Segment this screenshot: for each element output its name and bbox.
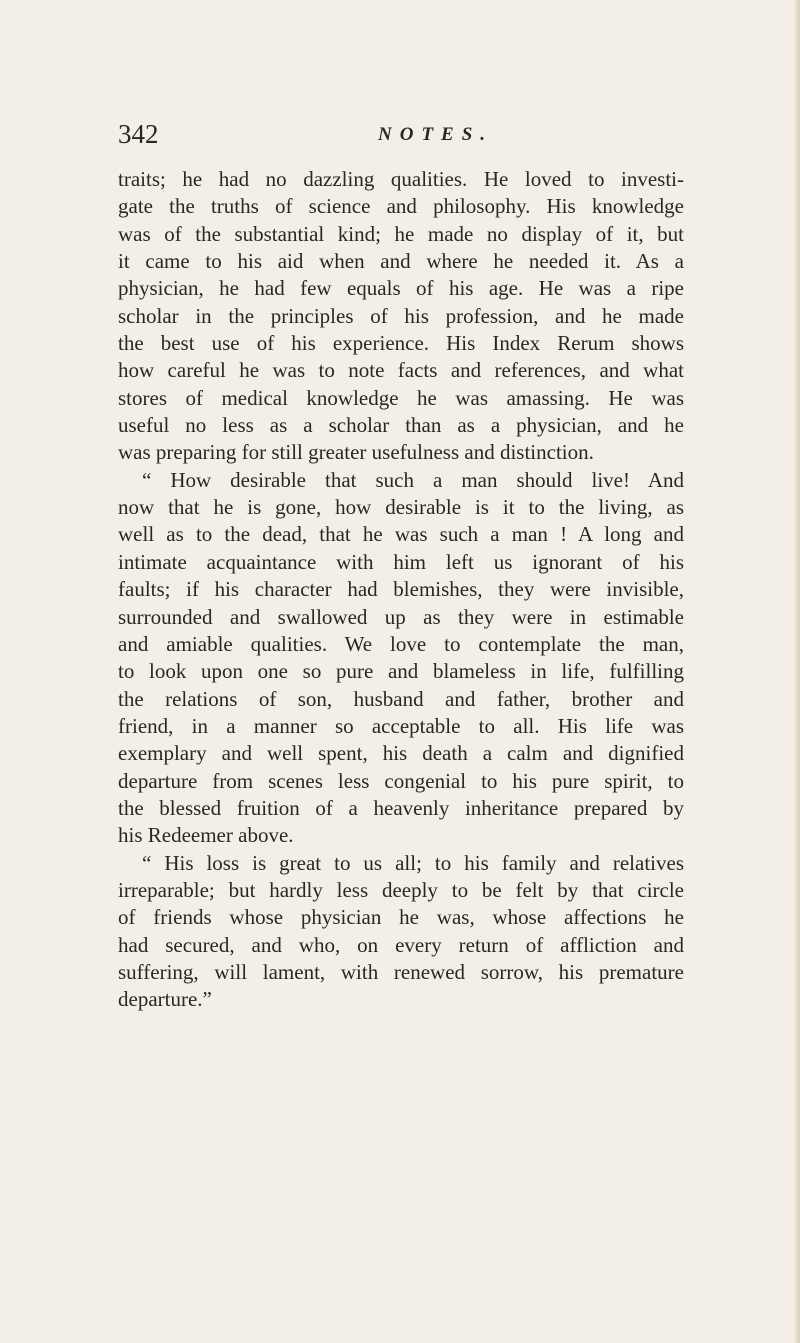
text-line: now that he is gone, how desirable is it to the living, as xyxy=(118,495,684,520)
text-line: was of the substantial kind; he made no display of it, but xyxy=(118,221,684,246)
text-line: to look upon one so pure and blameless in life, fulfilling xyxy=(118,659,684,684)
text-line: was preparing for still greater usefulness and distinction. xyxy=(118,440,594,465)
text-line: friend, in a manner so acceptable to all. His life was xyxy=(118,713,684,738)
text-line: surrounded and swallowed up as they were in estimable xyxy=(118,604,684,629)
text-line: gate the truths of science and philosophy. His knowledge xyxy=(118,194,684,219)
text-line: suffering, will lament, with renewed sorrow, his premature xyxy=(118,959,684,984)
text-line: departure.” xyxy=(118,987,212,1012)
text-line: exemplary and well spent, his death a calm and dignified xyxy=(118,741,684,766)
text-line: his Redeemer above. xyxy=(118,823,294,848)
text-line: scholar in the principles of his profession, and he made xyxy=(118,303,684,328)
page-edge xyxy=(794,0,800,1343)
text-line: of friends whose physician he was, whose affections he xyxy=(118,905,684,930)
text-line: physician, he had few equals of his age. He was a ripe xyxy=(118,276,684,301)
text-line: departure from scenes less congenial to his pure spirit, to xyxy=(118,768,684,793)
running-head: NOTES. xyxy=(378,124,494,145)
text-line: useful no less as a scholar than as a physician, and he xyxy=(118,413,684,438)
text-line: stores of medical knowledge he was amassing. He was xyxy=(118,385,684,410)
text-line: faults; if his character had blemishes, they were invisible, xyxy=(118,577,684,602)
text-line: well as to the dead, that he was such a man ! A long and xyxy=(118,522,684,547)
text-line: the relations of son, husband and father, brother and xyxy=(118,686,684,711)
text-line: “ How desirable that such a man should live! And xyxy=(142,467,684,492)
text-line: the blessed fruition of a heavenly inheritance prepared by xyxy=(118,795,684,820)
text-line: the best use of his experience. His Index Rerum shows xyxy=(118,331,684,356)
text-line: intimate acquaintance with him left us ignorant of his xyxy=(118,549,684,574)
text-line: irreparable; but hardly less deeply to be felt by that circle xyxy=(118,877,684,902)
page-number: 342 xyxy=(118,119,159,149)
text-line: it came to his aid when and where he needed it. As a xyxy=(118,249,684,274)
text-line: “ His loss is great to us all; to his family and relatives xyxy=(142,850,684,875)
text-line: had secured, and who, on every return of affliction and xyxy=(118,932,684,957)
text-line: how careful he was to note facts and references, and what xyxy=(118,358,684,383)
body-text xyxy=(118,166,684,1014)
text-line: and amiable qualities. We love to contemplate the man, xyxy=(118,631,684,656)
page-header xyxy=(0,118,800,150)
text-line: traits; he had no dazzling qualities. He loved to investi- xyxy=(118,167,684,191)
